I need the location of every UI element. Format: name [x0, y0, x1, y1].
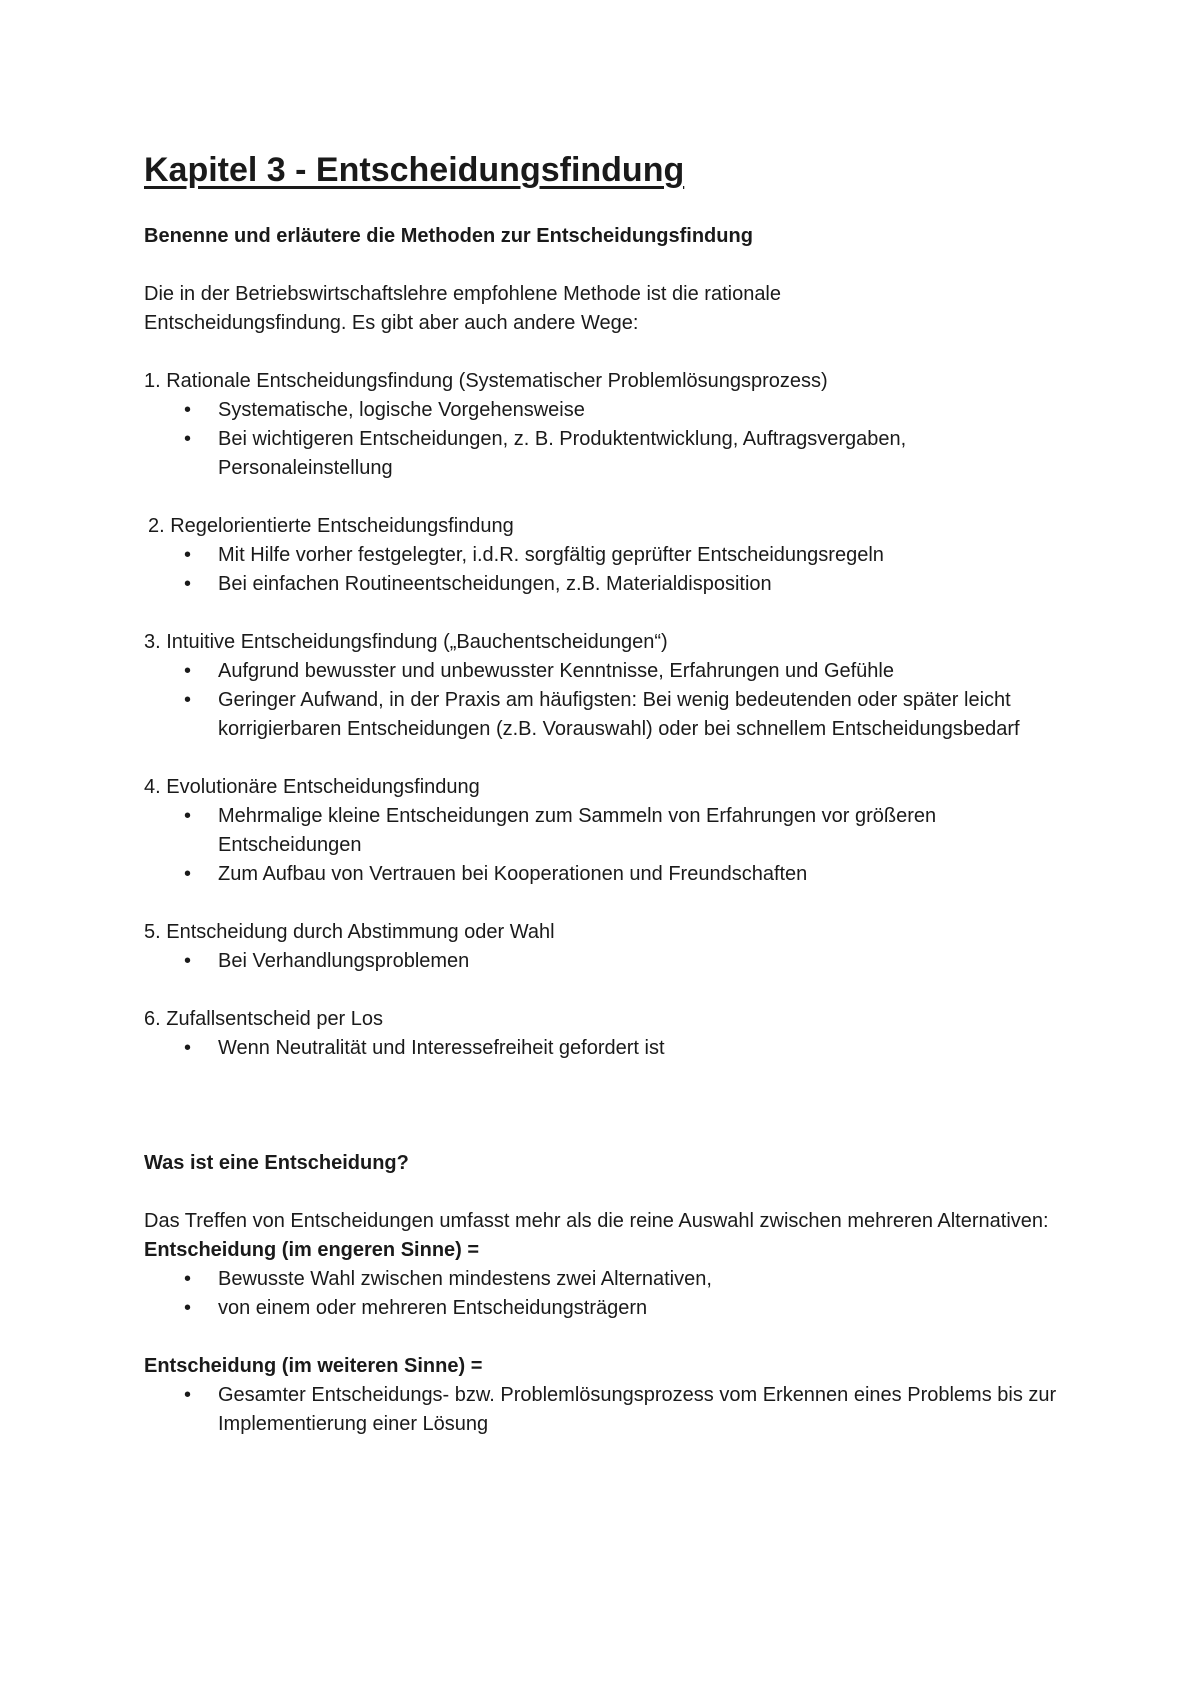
list-item: • Bei Verhandlungsproblemen — [144, 947, 1084, 976]
intro-line-1: Die in der Betriebswirtschaftslehre empfohlene Methode ist die rationale — [144, 283, 782, 305]
list-item: • Geringer Aufwand, in der Praxis am häufigsten: Bei wenig bedeutenden oder später leicht korrigierbaren Entscheidungen (z.B. Vorauswahl) oder bei schnellem Entscheidungsbedarf — [144, 686, 1084, 744]
bullet-icon: • — [184, 660, 192, 682]
bullet-icon: • — [184, 689, 192, 711]
section-heading-methods: Benenne und erläutere die Methoden zur Entscheidungsfindung — [144, 225, 753, 247]
method-title: 6. Zufallsentscheid per Los — [144, 1008, 384, 1030]
list-item: • Bewusste Wahl zwischen mindestens zwei Alternativen, — [144, 1265, 1084, 1294]
list-item: • Wenn Neutralität und Interessefreiheit gefordert ist — [144, 1034, 1084, 1063]
bullet-icon: • — [184, 428, 192, 450]
list-item: • Bei einfachen Routineentscheidungen, z.B. Materialdisposition — [144, 570, 1084, 599]
bullet-list — [144, 802, 1084, 889]
section-heading-decision: Was ist eine Entscheidung? — [144, 1152, 409, 1174]
bullet-icon: • — [184, 1297, 192, 1319]
list-item: • Gesamter Entscheidungs- bzw. Problemlösungsprozess vom Erkennen eines Problems bis zur Implementierung einer Lösung — [144, 1381, 1084, 1439]
bullet-list — [144, 947, 1084, 976]
bullet-icon: • — [184, 1384, 192, 1406]
wide-definition-list — [144, 1381, 1084, 1439]
bullet-icon: • — [184, 1268, 192, 1290]
bullet-icon: • — [184, 573, 192, 595]
method-2 — [144, 512, 1084, 599]
bullet-icon: • — [184, 863, 192, 885]
bullet-list — [144, 541, 1084, 599]
page-title: Kapitel 3 - Entscheidungsfindung — [144, 151, 685, 189]
bullet-icon: • — [184, 1037, 192, 1059]
method-5 — [144, 918, 1084, 976]
bullet-list — [144, 657, 1084, 744]
list-item: • Systematische, logische Vorgehensweise — [144, 396, 1084, 425]
method-title: 5. Entscheidung durch Abstimmung oder Wahl — [144, 921, 555, 943]
bullet-list — [144, 396, 1084, 483]
method-6 — [144, 1005, 1084, 1063]
method-3 — [144, 628, 1084, 744]
document-content — [144, 148, 1084, 1439]
intro-line-2: Entscheidungsfindung. Es gibt aber auch andere Wege: — [144, 312, 639, 334]
decision-intro: Das Treffen von Entscheidungen umfasst mehr als die reine Auswahl zwischen mehreren Alternativen: — [144, 1210, 1049, 1232]
list-item: • Aufgrund bewusster und unbewusster Kenntnisse, Erfahrungen und Gefühle — [144, 657, 1084, 686]
list-item: • Mehrmalige kleine Entscheidungen zum Sammeln von Erfahrungen vor größeren Entscheidungen — [144, 802, 1084, 860]
bullet-icon: • — [184, 399, 192, 421]
method-title: 1. Rationale Entscheidungsfindung (Systematischer Problemlösungsprozess) — [144, 370, 828, 392]
bullet-icon: • — [184, 544, 192, 566]
method-title: 4. Evolutionäre Entscheidungsfindung — [144, 776, 480, 798]
list-item: • Bei wichtigeren Entscheidungen, z. B. Produktentwicklung, Auftragsvergaben, Personaleinstellung — [144, 425, 1084, 483]
narrow-definition-list — [144, 1265, 1084, 1323]
list-item: • von einem oder mehreren Entscheidungsträgern — [144, 1294, 1084, 1323]
list-item: • Mit Hilfe vorher festgelegter, i.d.R. sorgfältig geprüfter Entscheidungsregeln — [144, 541, 1084, 570]
bullet-icon: • — [184, 950, 192, 972]
wide-definition-label: Entscheidung (im weiteren Sinne) = — [144, 1355, 483, 1377]
method-title: 2. Regelorientierte Entscheidungsfindung — [148, 515, 514, 537]
narrow-definition-label: Entscheidung (im engeren Sinne) = — [144, 1239, 480, 1261]
method-title: 3. Intuitive Entscheidungsfindung („Bauchentscheidungen“) — [144, 631, 668, 653]
method-4 — [144, 773, 1084, 889]
list-item: • Zum Aufbau von Vertrauen bei Kooperationen und Freundschaften — [144, 860, 1084, 889]
method-1 — [144, 367, 1084, 483]
bullet-icon: • — [184, 805, 192, 827]
bullet-list — [144, 1034, 1084, 1063]
